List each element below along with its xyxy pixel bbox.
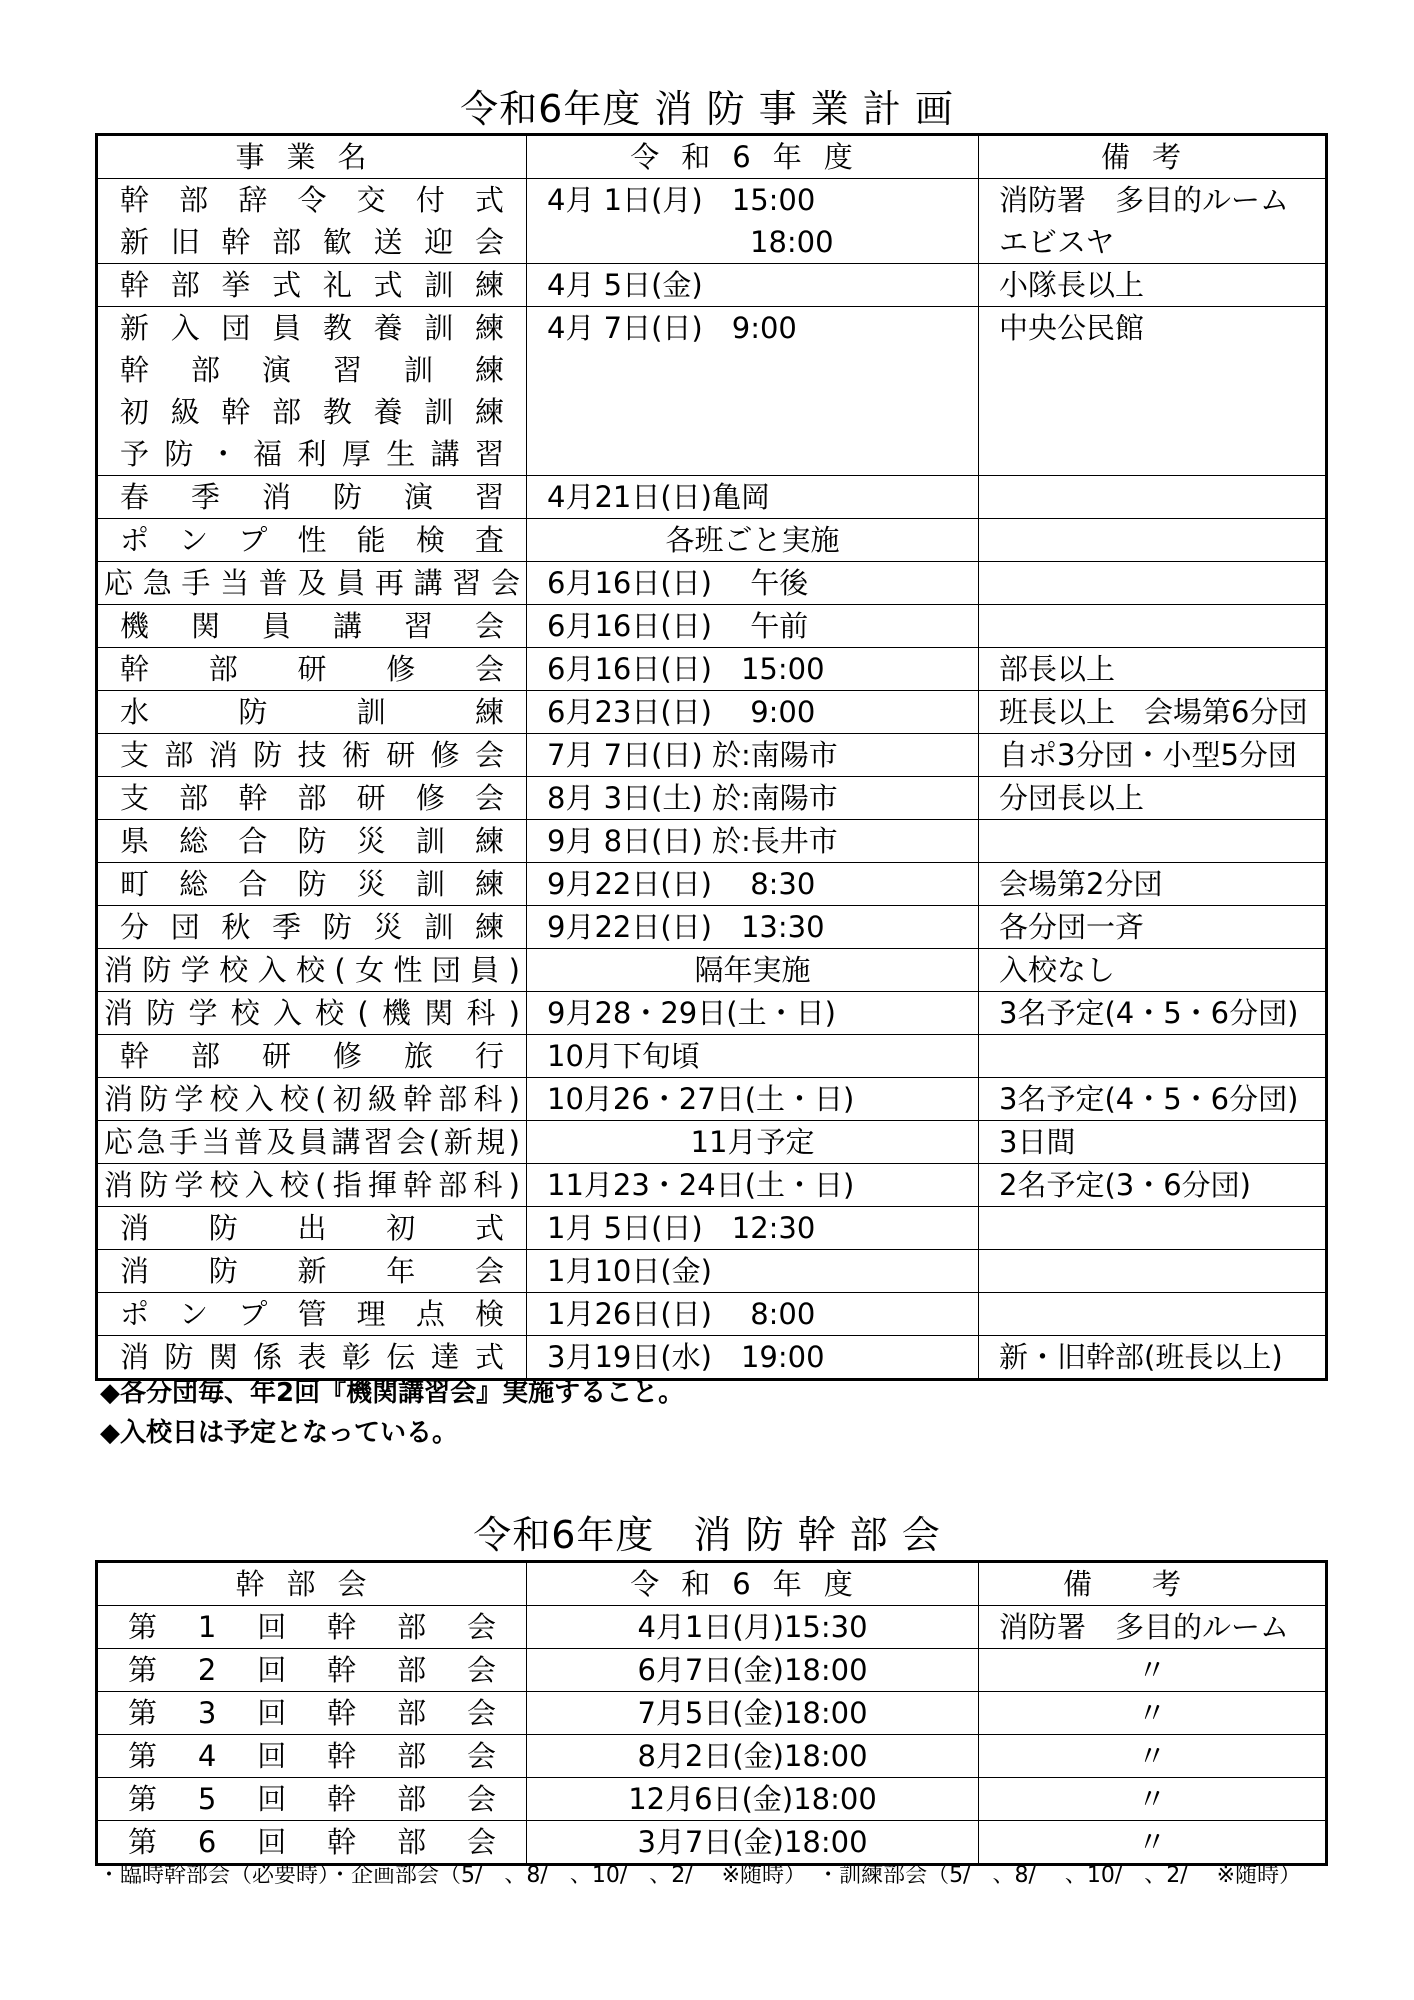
table-row	[97, 648, 1327, 691]
name-line: 消防出初式	[120, 1211, 504, 1245]
note-line: 3名予定(4・5・6分団)	[999, 996, 1299, 1030]
note-line	[979, 820, 1325, 862]
date-line: 8月 3日(土) 於:南陽市	[547, 781, 838, 815]
table-row	[97, 1735, 1327, 1778]
table-row	[97, 863, 1327, 906]
date-line: 1月26日(日) 8:00	[547, 1297, 816, 1331]
plan-note-2: ◆入校日は予定となっている。	[100, 1418, 458, 1448]
name-text: 第6回幹部会	[128, 1825, 496, 1859]
cell-date	[527, 179, 979, 264]
cell-name	[97, 863, 527, 906]
cell-name	[97, 1121, 527, 1164]
cell-date	[527, 1121, 979, 1164]
note-line	[979, 1035, 1325, 1077]
cell-date	[527, 519, 979, 562]
table-row	[97, 179, 1327, 264]
cell-note	[979, 1293, 1327, 1336]
cell-name	[97, 307, 527, 476]
name-text: 第4回幹部会	[128, 1739, 496, 1773]
note-line: 班長以上 会場第6分団	[999, 695, 1308, 729]
note-line: 自ポ3分団・小型5分団	[999, 738, 1297, 772]
cell-note	[979, 1778, 1327, 1821]
cell-note	[979, 691, 1327, 734]
name-line: 支部消防技術研修会	[120, 738, 504, 772]
table-row	[97, 1649, 1327, 1692]
name-line: 幹部研修旅行	[120, 1039, 504, 1073]
note-line	[979, 476, 1325, 518]
cell-name	[97, 906, 527, 949]
table-row	[97, 1121, 1327, 1164]
cell-name	[97, 179, 527, 264]
name-line: 幹部演習訓練	[120, 353, 504, 387]
table-row	[97, 1078, 1327, 1121]
name-line: 新旧幹部歓送迎会	[120, 225, 504, 259]
name-line: 幹部挙式礼式訓練	[120, 268, 504, 302]
cell-date	[527, 648, 979, 691]
cell-note	[979, 476, 1327, 519]
note-line: 3名予定(4・5・6分団)	[999, 1082, 1299, 1116]
date-line: 1月10日(金)	[547, 1254, 712, 1288]
cell-name	[97, 648, 527, 691]
cell-note	[979, 1164, 1327, 1207]
date-line: 9月 8日(日) 於:長井市	[547, 824, 838, 858]
cell-note	[979, 1121, 1327, 1164]
plan-note-1: ◆各分団毎、年2回『機関講習会』実施すること。	[100, 1378, 685, 1408]
cell-note	[979, 1735, 1327, 1778]
cell-name	[97, 1207, 527, 1250]
date-line: 4月 1日(月) 15:00	[547, 183, 816, 217]
date-line: 10月26・27日(土・日)	[547, 1082, 855, 1116]
cell-date	[527, 1692, 979, 1735]
name-line: ポンプ性能検査	[120, 523, 504, 557]
name-line: 分団秋季防災訓練	[120, 910, 504, 944]
cell-date	[527, 476, 979, 519]
table-row	[97, 605, 1327, 648]
cell-name	[97, 1778, 527, 1821]
note-line	[979, 391, 1325, 433]
cell-name	[97, 1692, 527, 1735]
table-row	[97, 1164, 1327, 1207]
cell-note	[979, 820, 1327, 863]
header-remarks: 備考	[979, 1562, 1327, 1606]
cell-name	[97, 562, 527, 605]
note-line: 3日間	[999, 1125, 1076, 1159]
date-line: 6月23日(日) 9:00	[547, 695, 816, 729]
date-line: 10月下旬頃	[547, 1039, 700, 1073]
table-row	[97, 949, 1327, 992]
table-row	[97, 307, 1327, 476]
date-line: 3月19日(水) 19:00	[547, 1340, 825, 1374]
note-line	[979, 1250, 1325, 1292]
cell-name	[97, 264, 527, 307]
header-event-name: 事業名	[97, 135, 527, 179]
cell-note	[979, 734, 1327, 777]
meetings-table	[95, 1560, 1328, 1866]
note-line	[979, 433, 1325, 475]
cell-note	[979, 949, 1327, 992]
note-text: 〃	[1137, 1825, 1167, 1859]
cell-date	[527, 691, 979, 734]
cell-note	[979, 179, 1327, 264]
name-line: 支部幹部研修会	[120, 781, 504, 815]
name-line: 応急手当普及員再講習会	[104, 566, 520, 600]
table-row	[97, 1778, 1327, 1821]
cell-name	[97, 519, 527, 562]
cell-date	[527, 1035, 979, 1078]
note-text: 〃	[1137, 1782, 1167, 1816]
name-line: 町総合防災訓練	[120, 867, 504, 901]
table-row	[97, 777, 1327, 820]
cell-note	[979, 264, 1327, 307]
table-row	[97, 1606, 1327, 1649]
cell-name	[97, 1606, 527, 1649]
cell-date	[527, 949, 979, 992]
name-line: 幹部辞令交付式	[120, 183, 504, 217]
name-line: 消防新年会	[120, 1254, 504, 1288]
table-row	[97, 1293, 1327, 1336]
date-line: 4月 7日(日) 9:00	[547, 311, 797, 345]
cell-note	[979, 1250, 1327, 1293]
name-line: 予防・福利厚生講習	[120, 437, 504, 471]
cell-note	[979, 906, 1327, 949]
date-line: 11月23・24日(土・日)	[547, 1168, 855, 1202]
table-row	[97, 906, 1327, 949]
name-line: 消防学校入校(女性団員)	[104, 953, 520, 987]
cell-note	[979, 1606, 1327, 1649]
note-line	[979, 1293, 1325, 1335]
cell-date	[527, 1293, 979, 1336]
cell-name	[97, 777, 527, 820]
cell-date	[527, 863, 979, 906]
date-line: 6月16日(日) 午前	[547, 609, 809, 643]
cell-date	[527, 1735, 979, 1778]
table-row	[97, 519, 1327, 562]
table-row	[97, 691, 1327, 734]
note-line	[979, 605, 1325, 647]
note-line: 中央公民館	[999, 311, 1145, 345]
header-remarks: 備考	[979, 135, 1327, 179]
cell-date	[527, 1078, 979, 1121]
cell-name	[97, 1649, 527, 1692]
name-text: 第1回幹部会	[128, 1610, 496, 1644]
cell-note	[979, 648, 1327, 691]
cell-name	[97, 1735, 527, 1778]
note-line: 各分団一斉	[999, 910, 1145, 944]
cell-note	[979, 992, 1327, 1035]
date-line: 7月 7日(日) 於:南陽市	[547, 738, 838, 772]
header-year: 令和6年度	[527, 135, 979, 179]
name-line: 水防訓練	[120, 695, 504, 729]
date-text: 12月6日(金)18:00	[628, 1782, 877, 1816]
cell-date	[527, 1207, 979, 1250]
cell-note	[979, 863, 1327, 906]
cell-name	[97, 1250, 527, 1293]
table-row	[97, 476, 1327, 519]
name-line: 応急手当普及員講習会(新規)	[104, 1125, 520, 1159]
date-line: 11月予定	[690, 1125, 815, 1159]
date-line	[527, 433, 978, 475]
table-row	[97, 1250, 1327, 1293]
cell-date	[527, 1778, 979, 1821]
table-row	[97, 734, 1327, 777]
cell-name	[97, 1035, 527, 1078]
name-line: ポンプ管理点検	[120, 1297, 504, 1331]
note-line: エビスヤ	[999, 225, 1115, 259]
name-line: 県総合防災訓練	[120, 824, 504, 858]
date-text: 8月2日(金)18:00	[637, 1739, 868, 1773]
name-text: 第3回幹部会	[128, 1696, 496, 1730]
header-year: 令和6年度	[527, 1562, 979, 1606]
cell-name	[97, 605, 527, 648]
cell-date	[527, 1164, 979, 1207]
cell-note	[979, 1336, 1327, 1380]
note-line: 小隊長以上	[999, 268, 1145, 302]
cell-name	[97, 820, 527, 863]
cell-note	[979, 519, 1327, 562]
table-row	[97, 1692, 1327, 1735]
cell-date	[527, 820, 979, 863]
cell-date	[527, 605, 979, 648]
cell-date	[527, 734, 979, 777]
cell-date	[527, 562, 979, 605]
cell-name	[97, 1293, 527, 1336]
date-text: 6月7日(金)18:00	[637, 1653, 868, 1687]
name-text: 第2回幹部会	[128, 1653, 496, 1687]
note-line: 入校なし	[999, 953, 1116, 987]
meetings-footnote: ・臨時幹部会（必要時）・企画部会（5/ 、8/ 、10/ 、2/ ※随時） ・訓練部会（5/ 、8/ 、10/ 、2/ ※随時）	[98, 1863, 1302, 1888]
note-line	[979, 519, 1325, 561]
cell-note	[979, 1649, 1327, 1692]
cell-date	[527, 264, 979, 307]
plan-title: 令和6年度 消 防 事 業 計 画	[460, 87, 954, 131]
cell-date	[527, 307, 979, 476]
note-line	[979, 1207, 1325, 1249]
plan-header-row	[97, 135, 1327, 179]
cell-note	[979, 1078, 1327, 1121]
cell-note	[979, 605, 1327, 648]
date-line: 隔年実施	[694, 953, 811, 987]
cell-date	[527, 1649, 979, 1692]
date-line: 9月22日(日) 13:30	[547, 910, 825, 944]
cell-name	[97, 992, 527, 1035]
cell-date	[527, 1606, 979, 1649]
name-line: 消防学校入校(機関科)	[104, 996, 520, 1030]
cell-note	[979, 1692, 1327, 1735]
date-text: 4月1日(月)15:30	[637, 1610, 868, 1644]
date-line: 各班ごと実施	[665, 523, 840, 557]
cell-name	[97, 734, 527, 777]
cell-note	[979, 1207, 1327, 1250]
table-row	[97, 820, 1327, 863]
name-line: 新入団員教養訓練	[120, 311, 504, 345]
note-line: 部長以上	[999, 652, 1116, 686]
note-line: 消防署 多目的ルーム	[999, 183, 1290, 217]
date-line: 9月22日(日) 8:30	[547, 867, 816, 901]
table-row	[97, 992, 1327, 1035]
date-line: 6月16日(日) 15:00	[547, 652, 825, 686]
header-meeting: 幹部会	[97, 1562, 527, 1606]
date-line: 1月 5日(日) 12:30	[547, 1211, 816, 1245]
name-line: 春季消防演習	[120, 480, 504, 514]
cell-note	[979, 777, 1327, 820]
note-line: 分団長以上	[999, 781, 1145, 815]
note-text: 〃	[1137, 1696, 1167, 1730]
meetings-title: 令和6年度 消 防 幹 部 会	[473, 1513, 941, 1557]
cell-name	[97, 1164, 527, 1207]
table-row	[97, 264, 1327, 307]
cell-date	[527, 1250, 979, 1293]
name-line: 初級幹部教養訓練	[120, 395, 504, 429]
name-line: 機関員講習会	[120, 609, 504, 643]
plan-table	[95, 133, 1328, 1381]
cell-note	[979, 307, 1327, 476]
note-text: 〃	[1137, 1739, 1167, 1773]
date-text: 7月5日(金)18:00	[637, 1696, 868, 1730]
date-text: 3月7日(金)18:00	[637, 1825, 868, 1859]
cell-name	[97, 1078, 527, 1121]
cell-date	[527, 777, 979, 820]
table-row	[97, 1035, 1327, 1078]
cell-date	[527, 992, 979, 1035]
note-line	[979, 349, 1325, 391]
name-line: 消防学校入校(指揮幹部科)	[104, 1168, 520, 1202]
date-line: 4月21日(日)亀岡	[547, 480, 770, 514]
cell-name	[97, 476, 527, 519]
cell-name	[97, 949, 527, 992]
name-text: 第5回幹部会	[128, 1782, 496, 1816]
note-text: 消防署 多目的ルーム	[999, 1610, 1290, 1644]
date-line: 6月16日(日) 午後	[547, 566, 809, 600]
table-row	[97, 1207, 1327, 1250]
name-line: 消防関係表彰伝達式	[120, 1340, 504, 1374]
date-line	[527, 391, 978, 433]
cell-note	[979, 1035, 1327, 1078]
cell-name	[97, 691, 527, 734]
name-line: 消防学校入校(初級幹部科)	[104, 1082, 520, 1116]
table-row	[97, 562, 1327, 605]
note-line	[979, 562, 1325, 604]
name-line: 幹部研修会	[120, 652, 504, 686]
note-line: 2名予定(3・6分団)	[999, 1168, 1251, 1202]
date-line: 18:00	[547, 225, 834, 259]
cell-date	[527, 906, 979, 949]
date-line	[527, 349, 978, 391]
cell-note	[979, 562, 1327, 605]
note-text: 〃	[1137, 1653, 1167, 1687]
date-line: 4月 5日(金)	[547, 268, 703, 302]
meetings-header-row	[97, 1562, 1327, 1606]
note-line: 会場第2分団	[999, 867, 1163, 901]
note-line: 新・旧幹部(班長以上)	[999, 1340, 1283, 1374]
date-line: 9月28・29日(土・日)	[547, 996, 836, 1030]
